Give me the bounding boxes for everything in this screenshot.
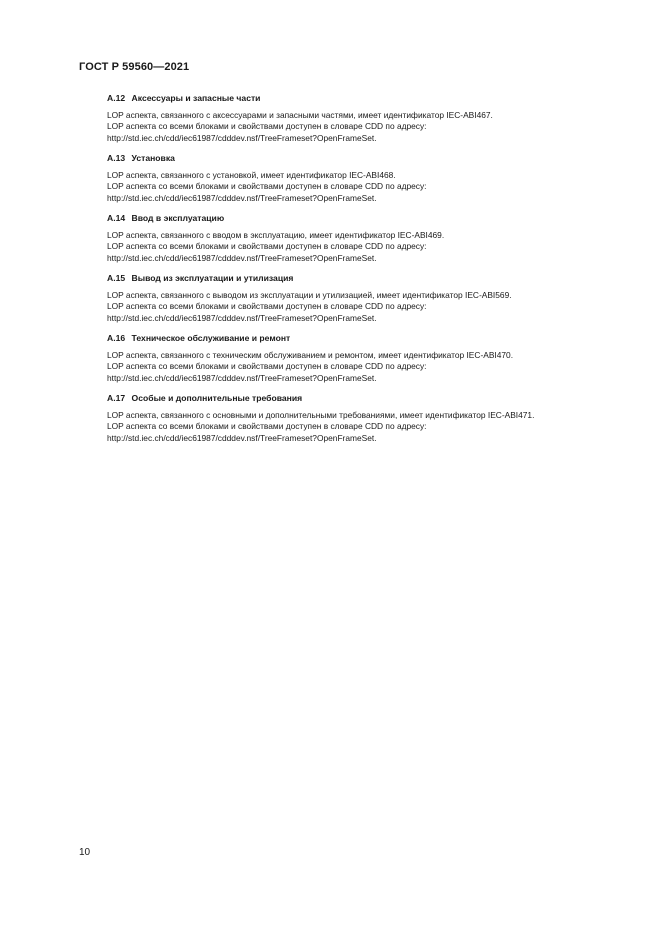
- section-text-line: LOP аспекта, связанного с техническим обслуживанием и ремонтом, имеет идентификатор IEC-ABI470.: [107, 349, 514, 360]
- section-url-line: http://std.iec.ch/cdd/iec61987/cdddev.nsf/TreeFrameset?OpenFrameSet.: [107, 372, 377, 383]
- section-url-line: http://std.iec.ch/cdd/iec61987/cdddev.nsf/TreeFrameset?OpenFrameSet.: [107, 252, 377, 263]
- section-title: Ввод в эксплуатацию: [131, 213, 225, 223]
- section-paragraph: [107, 230, 627, 265]
- section-title: Установка: [131, 153, 175, 163]
- section-text-line: LOP аспекта со всеми блоками и свойствами доступен в словаре CDD по адресу:: [107, 361, 427, 371]
- section-number: А.16: [107, 333, 126, 343]
- section-title: Аксессуары и запасные части: [131, 93, 261, 103]
- section-text-line: LOP аспекта, связанного с вводом в эксплуатацию, имеет идентификатор IEC-ABI469.: [107, 229, 445, 240]
- section-number: А.12: [107, 93, 126, 103]
- section-url-line: http://std.iec.ch/cdd/iec61987/cdddev.nsf/TreeFrameset?OpenFrameSet.: [107, 432, 377, 443]
- section-paragraph: [107, 350, 627, 385]
- section-paragraph: [107, 170, 627, 205]
- document-header: ГОСТ Р 59560—2021: [79, 61, 190, 73]
- section-a14: [107, 213, 627, 264]
- section-text-line: LOP аспекта, связанного с выводом из эксплуатации и утилизацией, имеет идентификатор IEC-ABI569.: [107, 289, 512, 300]
- section-text-line: LOP аспекта со всеми блоками и свойствами доступен в словаре CDD по адресу:: [107, 181, 427, 191]
- section-heading: [107, 93, 627, 105]
- section-paragraph: [107, 110, 627, 145]
- section-a13: [107, 153, 627, 204]
- section-url-line: http://std.iec.ch/cdd/iec61987/cdddev.nsf/TreeFrameset?OpenFrameSet.: [107, 132, 377, 143]
- document-body: [107, 93, 627, 453]
- section-a17: [107, 393, 627, 444]
- section-title: Техническое обслуживание и ремонт: [131, 333, 291, 343]
- section-url-line: http://std.iec.ch/cdd/iec61987/cdddev.nsf/TreeFrameset?OpenFrameSet.: [107, 192, 377, 203]
- section-paragraph: [107, 290, 627, 325]
- section-text-line: LOP аспекта со всеми блоками и свойствами доступен в словаре CDD по адресу:: [107, 301, 427, 311]
- section-a12: [107, 93, 627, 144]
- section-heading: [107, 273, 627, 285]
- section-text-line: LOP аспекта, связанного с установкой, имеет идентификатор IEC-ABI468.: [107, 169, 396, 180]
- section-url-line: http://std.iec.ch/cdd/iec61987/cdddev.nsf/TreeFrameset?OpenFrameSet.: [107, 312, 377, 323]
- section-a15: [107, 273, 627, 324]
- section-paragraph: [107, 410, 627, 445]
- section-title: Особые и дополнительные требования: [131, 393, 303, 403]
- section-number: А.15: [107, 273, 126, 283]
- page-number: 10: [79, 847, 91, 858]
- section-text-line: LOP аспекта со всеми блоками и свойствами доступен в словаре CDD по адресу:: [107, 121, 427, 131]
- section-number: А.14: [107, 213, 126, 223]
- section-a16: [107, 333, 627, 384]
- section-title: Вывод из эксплуатации и утилизация: [131, 273, 294, 283]
- section-text-line: LOP аспекта, связанного с основными и дополнительными требованиями, имеет идентификатор IEC-ABI471.: [107, 409, 535, 420]
- section-text-line: LOP аспекта со всеми блоками и свойствами доступен в словаре CDD по адресу:: [107, 241, 427, 251]
- section-number: А.13: [107, 153, 126, 163]
- section-text-line: LOP аспекта со всеми блоками и свойствами доступен в словаре CDD по адресу:: [107, 421, 427, 431]
- section-heading: [107, 333, 627, 345]
- section-number: А.17: [107, 393, 126, 403]
- section-heading: [107, 393, 627, 405]
- section-heading: [107, 213, 627, 225]
- section-text-line: LOP аспекта, связанного с аксессуарами и запасными частями, имеет идентификатор IEC-ABI467.: [107, 109, 493, 120]
- section-heading: [107, 153, 627, 165]
